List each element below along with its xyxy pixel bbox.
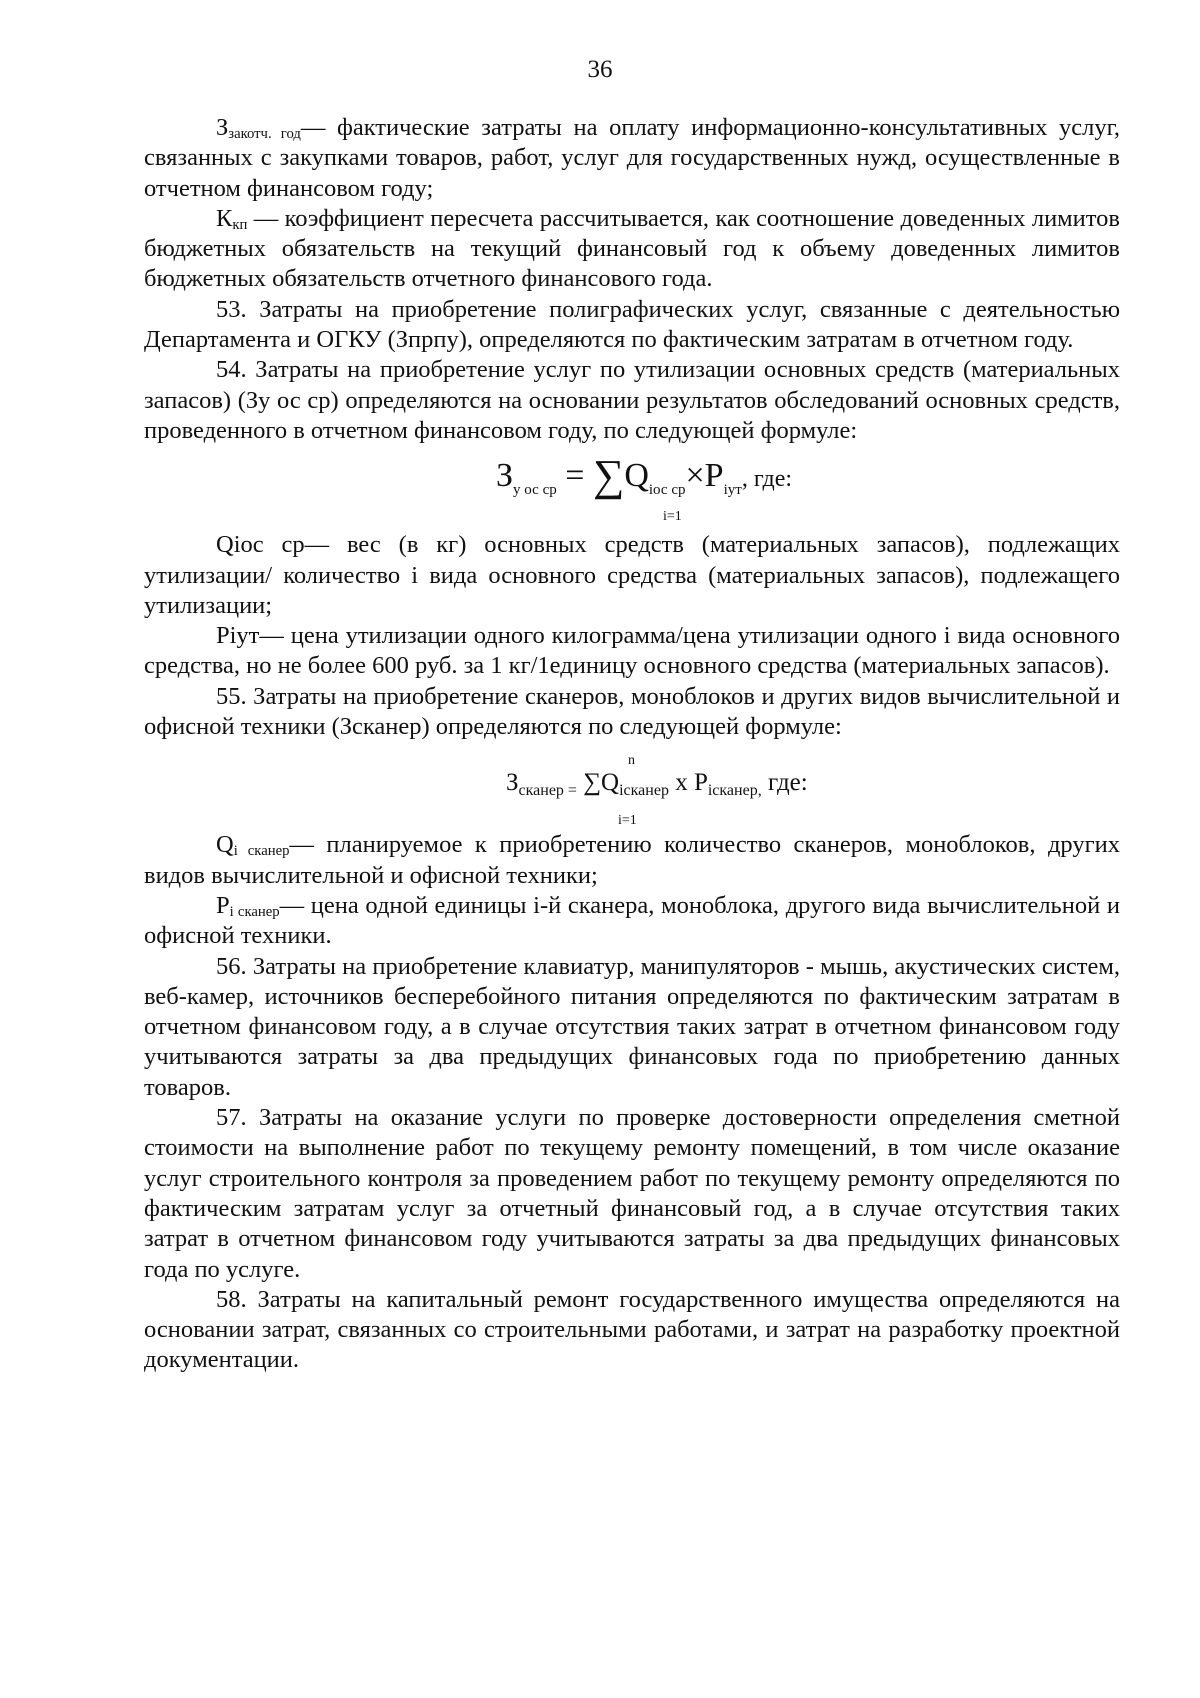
definition-text: — коэффициент пересчета рассчитывается, как соотношение доведенных лимитов бюджетных обязательств на текущий финансовый год к объему доведенных лимитов бюджетных обязательств отчетного финансового года. [144, 204, 1120, 293]
formula-p: P [693, 769, 708, 797]
formula-scanner-cost [144, 746, 1120, 829]
symbol: З [216, 114, 229, 141]
formula-lhs: З [506, 769, 519, 797]
definition-text: — планируемое к приобретению количество сканеров, моноблоков, других видов вычислительной и офисной техники; [144, 831, 1120, 889]
formula-tail: где: [761, 769, 808, 797]
symbol: P [216, 891, 230, 919]
paragraph-58: 58. Затраты на капитальный ремонт государственного имущества определяются на основании затрат, связанных со строительными работами, и затрат на разработку проектной документации. [144, 1285, 1120, 1374]
document-body [144, 113, 1120, 1376]
multiply-symbol: x [668, 769, 694, 797]
paragraph-57: 57. Затраты на оказание услуги по проверке достоверности определения сметной стоимости на выполнение работ по текущему ремонту помещений, в том числе оказание услуг строительного контроля за проведением работ по текущему ремонту определяются по фактическим затратам услуг за отчетный финансовый год, а в случае отсутствия таких затрат в отчетном финансовом году учитываются затраты за два предыдущих финансовых года по услуге. [144, 1104, 1120, 1283]
symbol-subscript: i сканер [229, 903, 280, 920]
formula-q: Q [624, 457, 649, 495]
symbol-subscript: кп [232, 216, 248, 233]
sum-lower-limit: i=1 [663, 509, 682, 525]
formula-p-subscript: iсканер, [707, 782, 762, 800]
definition-q-ioc: Qioc ср— вес (в кг) основных средств (материальных запасов), подлежащих утилизации/ количество i вида основного средства (материальных запасов), подлежащего утилизации; [144, 531, 1120, 619]
sum-symbol: ∑ [576, 769, 602, 797]
formula-lhs-subscript: у ос ср [513, 482, 557, 499]
definition-k-kp [144, 204, 1120, 295]
definition-p-iut: Piут— цена утилизации одного килограмма/цена утилизации одного i вида основного средства, но не более 600 руб. за 1 кг/1единицу основного средства (материальных запасов). [144, 622, 1120, 680]
formula-expression [496, 451, 793, 510]
formula-expression [506, 768, 808, 806]
formula-q-subscript: iос ср [648, 482, 686, 499]
symbol: К [216, 204, 233, 232]
definition-p-scanner [144, 891, 1120, 952]
definition-text: — фактические затраты на оплату информационно-консультативных услуг, связанных с закупками товаров, работ, услуг для государственных нужд, осуществленные в отчетном финансовом году; [144, 114, 1121, 202]
paragraph-56: 56. Затраты на приобретение клавиатур, манипуляторов - мышь, акустических систем, веб-камер, источников бесперебойного питания определяются по фактическим затратам в отчетном финансовом году, а в случае отсутствия таких затрат в отчетном финансовом году учитываются затраты за два предыдущих финансовых года по приобретению данных товаров. [144, 952, 1120, 1101]
formula-equals: = [556, 457, 593, 495]
formula-tail: , где: [741, 466, 793, 493]
definition-text: — цена одной единицы i-й сканера, моноблока, другого вида вычислительной и офисной техники. [144, 891, 1120, 950]
formula-lhs-subscript: сканер = [518, 782, 577, 800]
definition-q-scanner [144, 830, 1120, 891]
multiply-symbol: × [685, 457, 705, 495]
sum-upper-limit: n [628, 753, 635, 769]
definition-z-zakotch [144, 113, 1120, 204]
sum-symbol: ∑ [592, 451, 625, 501]
formula-lhs: З [496, 457, 514, 495]
formula-q-subscript: iсканер [619, 782, 669, 800]
symbol: Q [216, 831, 234, 859]
formula-q: Q [601, 769, 620, 797]
formula-p-subscript: iут [723, 482, 742, 499]
formula-p: P [704, 457, 724, 495]
symbol-subscript: i сканер [233, 843, 290, 860]
page-number: 36 [587, 56, 613, 83]
paragraph-54: 54. Затраты на приобретение услуг по утилизации основных средств (материальных запасов) (Зу ос ср) определяются на основании результатов обследований основных средств, проведенного в отчетном финансовом году, по следующей формуле: [144, 356, 1120, 444]
sum-lower-limit: i=1 [618, 813, 637, 829]
formula-disposal-cost [144, 451, 1120, 525]
paragraph-55: 55. Затраты на приобретение сканеров, моноблоков и других видов вычислительной и офисной техники (Зсканер) определяются по следующей формуле: [144, 682, 1120, 741]
paragraph-53: 53. Затраты на приобретение полиграфических услуг, связанные с деятельностью Департамента и ОГКУ (Зпрпу), определяются по фактическим затратам в отчетном году. [144, 295, 1120, 354]
symbol-subscript: закотч. год [228, 126, 301, 142]
